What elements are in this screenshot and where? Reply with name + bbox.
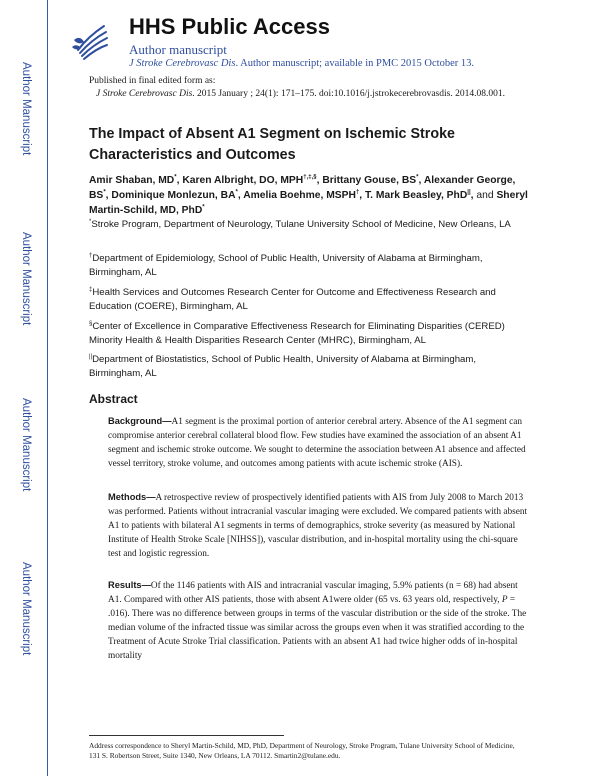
author: Dominique Monlezun, BA: [111, 190, 236, 201]
abstract-methods: [108, 490, 528, 561]
author-mark: *: [174, 174, 177, 181]
author: Amelia Boehme, MSPH: [243, 190, 356, 201]
abstract-results: [108, 578, 528, 663]
published-reference: [96, 88, 506, 100]
section-text: A retrospective review of prospectively identified patients with AIS from July 2008 to March 2013 was performed. Patients without intracranial vascular imaging were excluded. We compared patients with absent A1 to patients with bilateral A1 segments in terms of demographics, stroke severity (as measured by National Institute of Health Stroke Scale [NIHSS]), vascular distribution, and in-hospital mortality using the chi-square test and logistic regression.: [108, 493, 528, 559]
affiliation: [89, 252, 529, 280]
side-label-author-manuscript: Author Manuscript: [20, 562, 32, 656]
author: T. Mark Beasley, PhD: [365, 190, 468, 201]
journal-availability: [129, 58, 474, 69]
section-text: = .016). There was no difference between groups in terms of the vascular distribution or the side of the stroke. The median volume of the infracted tissue was similar across the groups even when it was stratified according to the Treatment of Acute Stroke Trial classification. Patients with an absent A1 had twice higher odds of in-hospital mortality: [108, 595, 527, 661]
author: Alexander George, BS: [89, 175, 516, 201]
abstract-heading: Abstract: [89, 392, 138, 406]
availability-text: . Author manuscript; available in PMC 2015 October 13.: [235, 58, 474, 69]
author-mark: *: [416, 174, 419, 181]
affiliation-mark: §: [89, 320, 93, 327]
p-symbol: P: [501, 595, 508, 605]
affiliation-text: Department of Biostatistics, School of Public Health, University of Alabama at Birmingham, Birmingham, AL: [89, 354, 477, 379]
affiliation-mark: ||: [89, 353, 93, 360]
journal-name: J Stroke Cerebrovasc Dis: [129, 58, 236, 69]
section-label: Results—: [108, 580, 151, 590]
author: Amir Shaban, MD: [89, 175, 175, 186]
affiliation-text: Department of Epidemiology, School of Public Health, University of Alabama at Birmingham, Birmingham, AL: [89, 253, 483, 278]
affiliation: [89, 320, 529, 348]
paper-title: The Impact of Absent A1 Segment on Ischemic Stroke Characteristics and Outcomes: [89, 126, 455, 163]
author: Brittany Gouse, BS: [322, 175, 417, 186]
side-label-author-manuscript: Author Manuscript: [20, 232, 32, 326]
affiliation-text: Stroke Program, Department of Neurology, Tulane University School of Medicine, New Orleans, LA: [91, 219, 511, 230]
author-mark: *: [235, 189, 238, 196]
affiliation: [89, 218, 529, 232]
author-mark: *: [202, 204, 205, 211]
author-mark: ||: [467, 189, 471, 196]
section-label: Methods—: [108, 492, 156, 502]
affiliation: [89, 353, 529, 381]
author: Sheryl Martin-Schild, MD, PhD: [89, 190, 528, 216]
sidebar-rule: [47, 0, 48, 776]
affiliation-text: Center of Excellence in Comparative Effectiveness Research for Eliminating Disparities (CERED) Minority Health & Health Disparities Research Center (MHRC), Birmingham, AL: [89, 321, 505, 346]
author-manuscript-subtitle: Author manuscript: [129, 42, 227, 57]
side-label-author-manuscript: Author Manuscript: [20, 398, 32, 492]
affiliation-text: Health Services and Outcomes Research Center for Outcome and Effectiveness Research and Education (COERE), Birmingham, AL: [89, 287, 496, 312]
author-mark: †,‡,§: [303, 174, 317, 181]
affiliation: [89, 286, 529, 314]
footnote-rule: [89, 735, 284, 736]
affiliation-mark: *: [89, 218, 92, 225]
abstract-background: [108, 414, 528, 471]
section-text: A1 segment is the proximal portion of anterior cerebral artery. Absence of the A1 segment can compromise anterior cerebral collateral blood flow. Few studies have examined the association of an absent A1 segment and ischemic stroke outcome. We sought to determine the association between A1 absence and affected vessel territory, stroke volume, and outcomes among patients with acute ischemic stroke (AIS).: [108, 417, 526, 469]
affiliation-mark: ‡: [89, 286, 93, 293]
correspondence-footnote: Address correspondence to Sheryl Martin-Schild, MD, PhD, Department of Neurology, Stroke Program, Tulane University School of Medicine, 131 S. Robertson Street, Suite 1340, New Orleans, LA 70112. Smartin2@tulane.edu.: [89, 741, 515, 760]
affiliation-mark: †: [89, 252, 93, 259]
and-word: and: [476, 190, 494, 201]
side-label-author-manuscript: Author Manuscript: [20, 62, 32, 156]
published-label: Published in final edited form as:: [89, 76, 216, 86]
author-mark: †: [355, 189, 360, 196]
author-mark: *: [103, 189, 106, 196]
hhs-public-access-title: HHS Public Access: [129, 14, 330, 39]
hhs-eagle-logo-icon: [70, 20, 110, 62]
author: Karen Albright, DO, MPH: [182, 175, 304, 186]
published-journal: J Stroke Cerebrovasc Dis: [96, 89, 193, 99]
published-ref-text: . 2015 January ; 24(1): 171–175. doi:10.1016/j.jstrokecerebrovasdis. 2014.08.001.: [192, 89, 505, 99]
section-label: Background—: [108, 416, 172, 426]
section-text: Of the 1146 patients with AIS and intracranial vascular imaging, 5.9% patients (n = 68) had absent A1. Compared with other AIS patients, those with absent A1were older (65 vs. 63 years old, respectively,: [108, 581, 518, 605]
author-list: Amir Shaban, MD*, Karen Albright, DO, MPH†,‡,§, Brittany Gouse, BS*, Alexander George, BS*, Dominique Monlezun, BA*, Amelia Boehme, MSPH†, T. Mark Beasley, PhD||, and Sheryl Martin-Schild, MD, PhD*: [89, 174, 528, 216]
